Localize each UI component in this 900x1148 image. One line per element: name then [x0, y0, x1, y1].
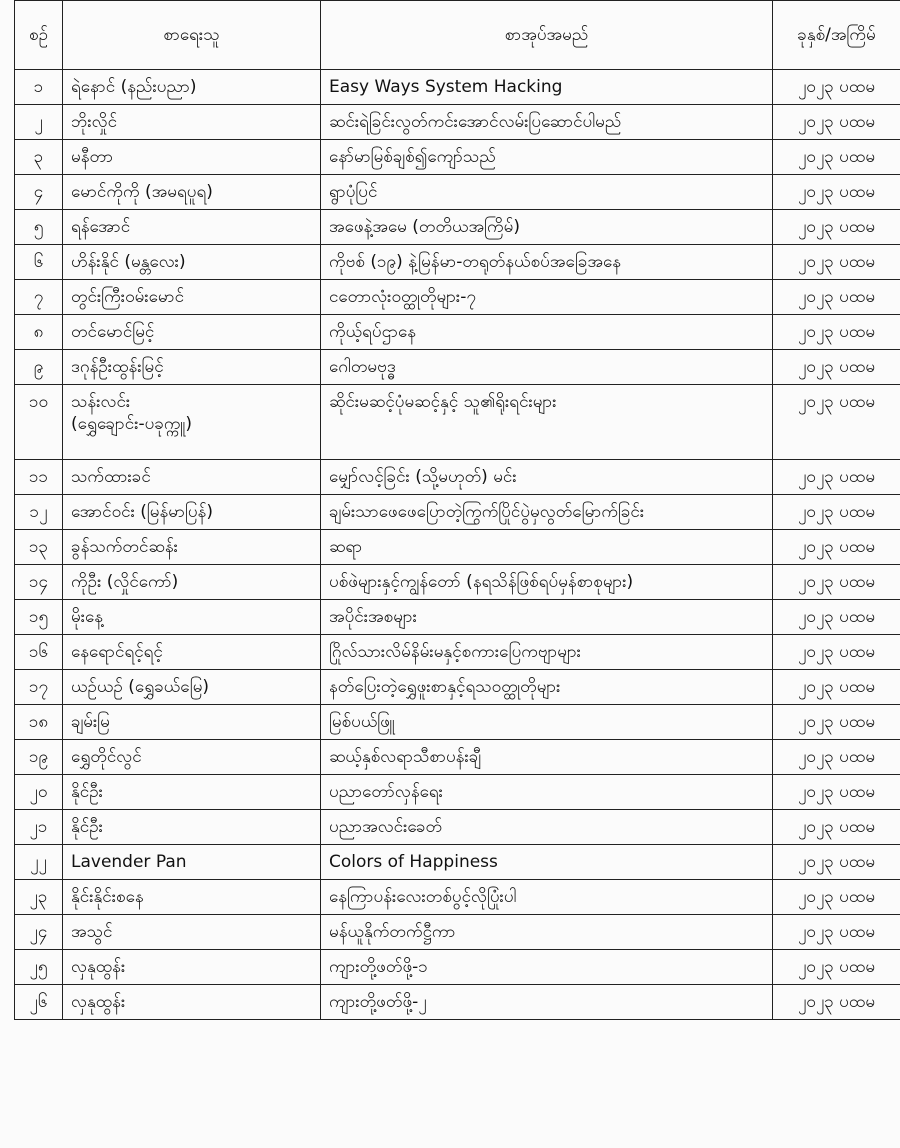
edition-cell: ၂၀၂၃ ပထမ: [773, 210, 900, 245]
author-name: အောင်ဝင်း (မြန်မာပြန်): [71, 502, 213, 522]
edition-cell: ၂၀၂၃ ပထမ: [773, 775, 900, 810]
row-number: ၁၈: [15, 705, 63, 740]
edition-cell: ၂၀၂၃ ပထမ: [773, 565, 900, 600]
table-row: [15, 985, 900, 1020]
edition-cell: ၂၀၂၃ ပထမ: [773, 350, 900, 385]
edition-cell: ၂၀၂၃ ပထမ: [773, 385, 900, 460]
row-number: ၂၅: [15, 950, 63, 985]
author-name: ယဉ်ယဉ် (ရွှေခယ်မြေ): [71, 677, 210, 697]
edition-cell: ၂၀၂၃ ပထမ: [773, 950, 900, 985]
row-number: ၁၇: [15, 670, 63, 705]
book-title: ဆင်းရဲခြင်းလွတ်ကင်းအောင်လမ်းပြဆောင်ပါမည်: [321, 105, 773, 140]
edition-cell: ၂၀၂၃ ပထမ: [773, 880, 900, 915]
edition-cell: ၂၀၂၃ ပထမ: [773, 740, 900, 775]
author-name: လှနုထွန်း: [71, 992, 126, 1012]
edition-cell: ၂၀၂၃ ပထမ: [773, 635, 900, 670]
author-cell: [63, 175, 321, 210]
table-row: [15, 565, 900, 600]
row-number: ၁၆: [15, 635, 63, 670]
author-cell: [63, 280, 321, 315]
author-cell: [63, 565, 321, 600]
author-cell: [63, 950, 321, 985]
author-cell: [63, 845, 321, 880]
edition-cell: ၂၀၂၃ ပထမ: [773, 670, 900, 705]
book-title: ပညာအလင်းခေတ်: [321, 810, 773, 845]
author-location: (ရွှေချောင်း-ပခုက္ကူ): [71, 414, 193, 434]
book-title: ငတောလုံးဝတ္ထုတိုများ-၇: [321, 280, 773, 315]
author-cell: [63, 105, 321, 140]
author-cell: [63, 245, 321, 280]
author-name: ဘိုးလှိုင်: [71, 112, 118, 132]
author-name: မိုးနေ့: [71, 607, 104, 627]
table-row: [15, 530, 900, 565]
author-cell: [63, 985, 321, 1020]
table-row: [15, 775, 900, 810]
table-row: [15, 70, 900, 105]
edition-cell: ၂၀၂၃ ပထမ: [773, 915, 900, 950]
author-cell: [63, 315, 321, 350]
row-number: ၁၂: [15, 495, 63, 530]
edition-cell: ၂၀၂၃ ပထမ: [773, 985, 900, 1020]
book-title: ဂြိုလ်သားလိမ်နိမ်းမနှင့်စကားပြေကဗျာများ: [321, 635, 773, 670]
author-name: Lavender Pan: [71, 852, 187, 872]
author-cell: [63, 140, 321, 175]
author-cell: [63, 70, 321, 105]
row-number: ၁၁: [15, 460, 63, 495]
row-number: ၁၅: [15, 600, 63, 635]
table-row: [15, 845, 900, 880]
author-cell: [63, 210, 321, 245]
author-name: နိုင်းနိုင်းစနေ: [71, 887, 144, 907]
row-number: ၁: [15, 70, 63, 105]
table-row: [15, 315, 900, 350]
author-name: လှနုထွန်း: [71, 957, 126, 977]
row-number: ၆: [15, 245, 63, 280]
row-number: ၁၀: [15, 385, 63, 460]
author-cell: [63, 600, 321, 635]
row-number: ၈: [15, 315, 63, 350]
author-cell: [63, 810, 321, 845]
edition-cell: ၂၀၂၃ ပထမ: [773, 530, 900, 565]
author-name: ချမ်းမြ: [71, 712, 110, 732]
book-title: ဆိုင်းမဆင့်ပုံမဆင့်နှင့် သူ၏ရိုးရင်းများ: [321, 385, 773, 460]
book-title: မန်ယူနိုက်တက်ဋ္ဌီကာ: [321, 915, 773, 950]
table-row: [15, 915, 900, 950]
edition-cell: ၂၀၂၃ ပထမ: [773, 70, 900, 105]
edition-cell: ၂၀၂၃ ပထမ: [773, 280, 900, 315]
book-title: ကိုဗစ် (၁၉) နဲ့မြန်မာ-တရုတ်နယ်စပ်အခြေအနေ: [321, 245, 773, 280]
author-name: ရန်အောင်: [71, 217, 131, 237]
author-name: သက်ထားခင်: [71, 467, 151, 487]
book-list-table: [14, 0, 900, 1020]
row-number: ၃: [15, 140, 63, 175]
author-name: အသွင်: [71, 922, 113, 942]
row-number: ၂၄: [15, 915, 63, 950]
edition-cell: ၂၀၂၃ ပထမ: [773, 245, 900, 280]
author-cell: [63, 915, 321, 950]
book-title: အပိုင်းအစများ: [321, 600, 773, 635]
book-title: ဆရာ: [321, 530, 773, 565]
book-title: Easy Ways System Hacking: [321, 70, 773, 105]
book-title: Colors of Happiness: [321, 845, 773, 880]
author-name: မောင်ကိုကို (အမရပူရ): [71, 182, 213, 202]
table-row: [15, 705, 900, 740]
book-title: ပညာတော်လှန်ရေး: [321, 775, 773, 810]
edition-cell: ၂၀၂၃ ပထမ: [773, 175, 900, 210]
author-cell: [63, 460, 321, 495]
author-name: တင်မောင်မြင့်: [71, 322, 155, 342]
row-number: ၂၀: [15, 775, 63, 810]
author-name: သန်းလင်း: [71, 392, 131, 412]
table-row: [15, 105, 900, 140]
table-row: [15, 740, 900, 775]
book-title: မျှော်လင့်ခြင်း (သို့မဟုတ်) မင်း: [321, 460, 773, 495]
author-name: ခွန်သက်တင်ဆန်း: [71, 537, 178, 557]
book-title: ဂေါတမဗုဒ္ဓ: [321, 350, 773, 385]
table-row: [15, 210, 900, 245]
book-title: ကျားတို့ဖတ်ဖို့-၁: [321, 950, 773, 985]
row-number: ၁၃: [15, 530, 63, 565]
book-title: ပစ်ဖဲများနှင့်ကျွန်တော် (နရသိန်ဖြစ်ရပ်မှန်စာစုများ): [321, 565, 773, 600]
author-cell: [63, 530, 321, 565]
edition-cell: ၂၀၂၃ ပထမ: [773, 845, 900, 880]
edition-cell: ၂၀၂၃ ပထမ: [773, 705, 900, 740]
author-cell: [63, 740, 321, 775]
header-no: စဉ်: [15, 1, 63, 70]
author-name: ရဲနောင် (နည်းပညာ): [71, 77, 197, 97]
author-cell: [63, 775, 321, 810]
edition-cell: ၂၀၂၃ ပထမ: [773, 140, 900, 175]
table-row: [15, 810, 900, 845]
row-number: ၂၂: [15, 845, 63, 880]
author-cell: [63, 350, 321, 385]
book-title: ကိုယ့်ရပ်ဌာနေ: [321, 315, 773, 350]
table-row: [15, 460, 900, 495]
edition-cell: ၂၀၂၃ ပထမ: [773, 105, 900, 140]
book-title: မြစ်ပယ်ဖြူ: [321, 705, 773, 740]
book-title: နေကြာပန်းလေးတစ်ပွင့်လိုပြုံးပါ: [321, 880, 773, 915]
book-title: ဆယ့်နှစ်လရာသီစာပန်းချီ: [321, 740, 773, 775]
author-name: ဟိန်းနိုင် (မန္တလေး): [71, 252, 186, 272]
edition-cell: ၂၀၂၃ ပထမ: [773, 810, 900, 845]
author-name: ဒဂုန်ဦးထွန်းမြင့်: [71, 357, 164, 377]
author-name: နေရောင်ရင့်ရင့်: [71, 642, 163, 662]
author-name: ကိုဦး (လှိုင်ကော်): [71, 572, 179, 592]
header-row: [15, 1, 900, 70]
author-cell: [63, 880, 321, 915]
table-row: [15, 175, 900, 210]
edition-cell: ၂၀၂၃ ပထမ: [773, 460, 900, 495]
edition-cell: ၂၀၂၃ ပထမ: [773, 315, 900, 350]
table-row: [15, 600, 900, 635]
book-title: ကျားတို့ဖတ်ဖို့-၂: [321, 985, 773, 1020]
author-name: မနီတာ: [71, 147, 114, 167]
book-title: အဖေနဲ့အမေ (တတိယအကြိမ်): [321, 210, 773, 245]
author-cell: [63, 385, 321, 460]
table-row: [15, 670, 900, 705]
author-name: နိုင်ဦး: [71, 817, 103, 837]
row-number: ၄: [15, 175, 63, 210]
header-title: စာအုပ်အမည်: [321, 1, 773, 70]
row-number: ၂၃: [15, 880, 63, 915]
row-number: ၂၁: [15, 810, 63, 845]
table-row: [15, 495, 900, 530]
row-number: ၂: [15, 105, 63, 140]
row-number: ၂၆: [15, 985, 63, 1020]
author-name: နိုင်ဦး: [71, 782, 103, 802]
table-row: [15, 635, 900, 670]
table-row: [15, 880, 900, 915]
author-cell: [63, 670, 321, 705]
row-number: ၇: [15, 280, 63, 315]
header-author: စာရေးသူ: [63, 1, 321, 70]
author-cell: [63, 705, 321, 740]
book-title: နတ်ပြေးတဲ့ရွှေဖူးစာနှင့်ရသဝတ္ထုတိုများ: [321, 670, 773, 705]
table-row: [15, 140, 900, 175]
book-title: ချမ်းသာဖေဖေပြောတဲ့ကြွက်ပြိုင်ပွဲမှလွတ်မြောက်ခြင်း: [321, 495, 773, 530]
row-number: ၁၉: [15, 740, 63, 775]
book-title: ရွာပုံပြင်: [321, 175, 773, 210]
table-row: [15, 385, 900, 460]
author-name: တွင်းကြီးဝမ်းမောင်: [71, 287, 185, 307]
table-row: [15, 350, 900, 385]
row-number: ၁၄: [15, 565, 63, 600]
book-title: နော်မာမြစ်ချစ်၍ကျော်သည်: [321, 140, 773, 175]
table-body: [15, 70, 900, 1020]
header-edition: ခုနှစ်/အကြိမ်: [773, 1, 900, 70]
row-number: ၉: [15, 350, 63, 385]
edition-cell: ၂၀၂၃ ပထမ: [773, 600, 900, 635]
author-cell: [63, 495, 321, 530]
edition-cell: ၂၀၂၃ ပထမ: [773, 495, 900, 530]
table-row: [15, 245, 900, 280]
table-row: [15, 280, 900, 315]
author-cell: [63, 635, 321, 670]
row-number: ၅: [15, 210, 63, 245]
author-name: ရွှေတိုင်လွင်: [71, 747, 142, 767]
table-row: [15, 950, 900, 985]
